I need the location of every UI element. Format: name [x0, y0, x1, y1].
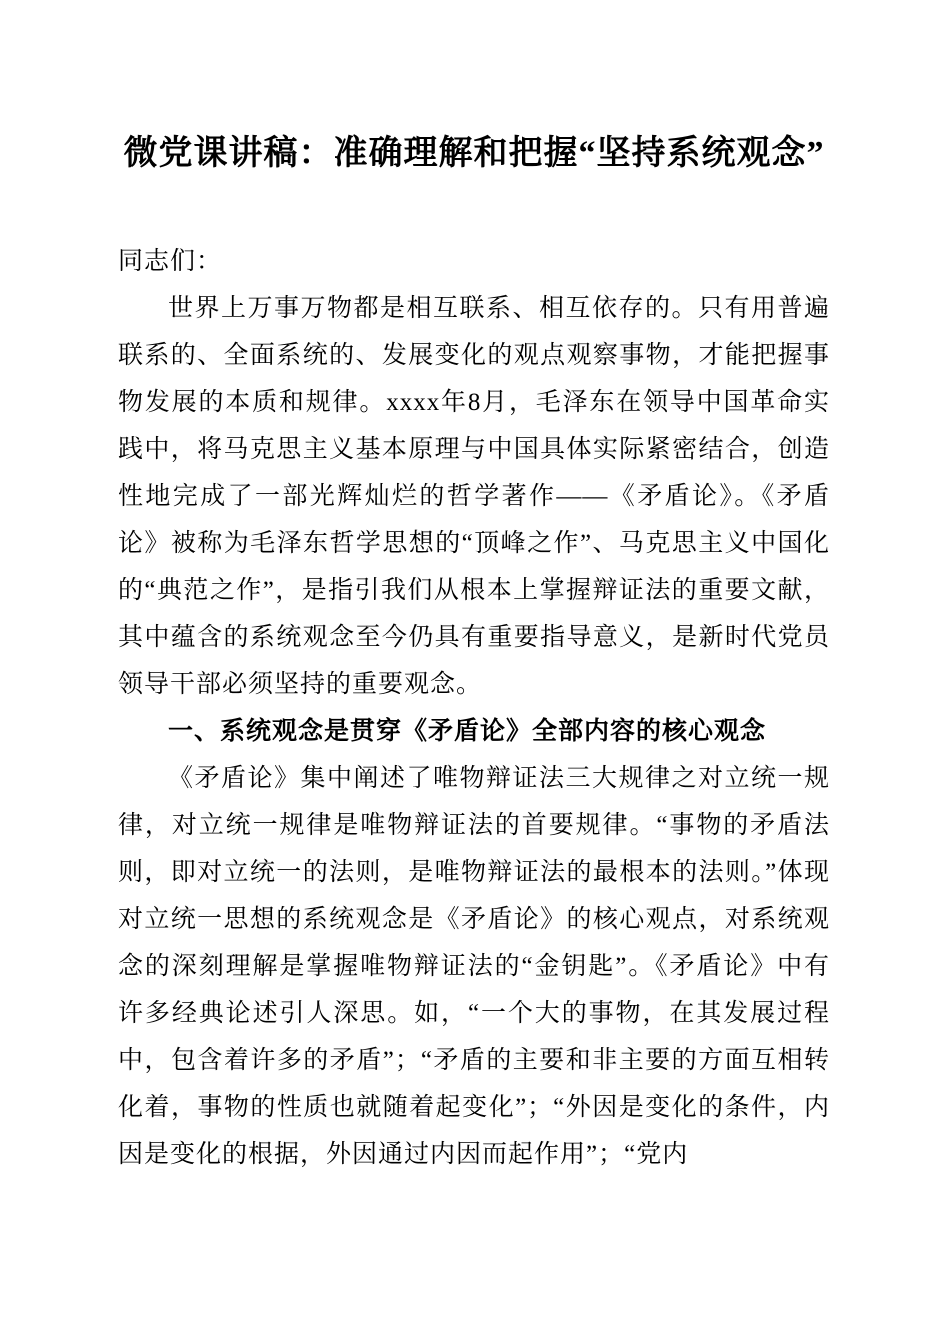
salutation: 同志们： [118, 248, 223, 275]
section-heading-1: 一、系统观念是贯穿《矛盾论》全部内容的核心观念 [168, 717, 767, 745]
paragraph-intro: 世界上万事万物都是相互联系、相互依存的。只有用普遍联系的、全面系统的、发展变化的观点观察事物，才能把握事物发展的本质和规律。xxxx年8月，毛泽东在领导中国革命实践中，将马克思主义基本原理与中国具体实际紧密结合，创造性地完成了一部光辉灿烂的哲学著作——《矛盾论》。《矛盾论》被称为毛泽东哲学思想的“顶峰之作”、马克思主义中国化的“典范之作”，是指引我们从根本上掌握辩证法的重要文献，其中蕴含的系统观念至今仍具有重要指导意义，是新时代党员领导干部必须坚持的重要观念。 [118, 295, 830, 698]
document-title: 微党课讲稿：准确理解和把握“坚持系统观念” [123, 135, 825, 172]
paragraph-section-1-body: 《矛盾论》集中阐述了唯物辩证法三大规律之对立统一规律，对立统一规律是唯物辩证法的首要规律。“事物的矛盾法则，即对立统一的法则，是唯物辩证法的最根本的法则。”体现对立统一思想的系统观念是《矛盾论》的核心观点，对系统观念的深刻理解是掌握唯物辩证法的“金钥匙”。《矛盾论》中有许多经典论述引人深思。如，“一个大的事物，在其发展过程中，包含着许多的矛盾”；“矛盾的主要和非主要的方面互相转化着，事物的性质也就随着起变化”；“外因是变化的条件，内因是变化的根据，外因通过内因而起作用”；“党内 [118, 765, 830, 1168]
